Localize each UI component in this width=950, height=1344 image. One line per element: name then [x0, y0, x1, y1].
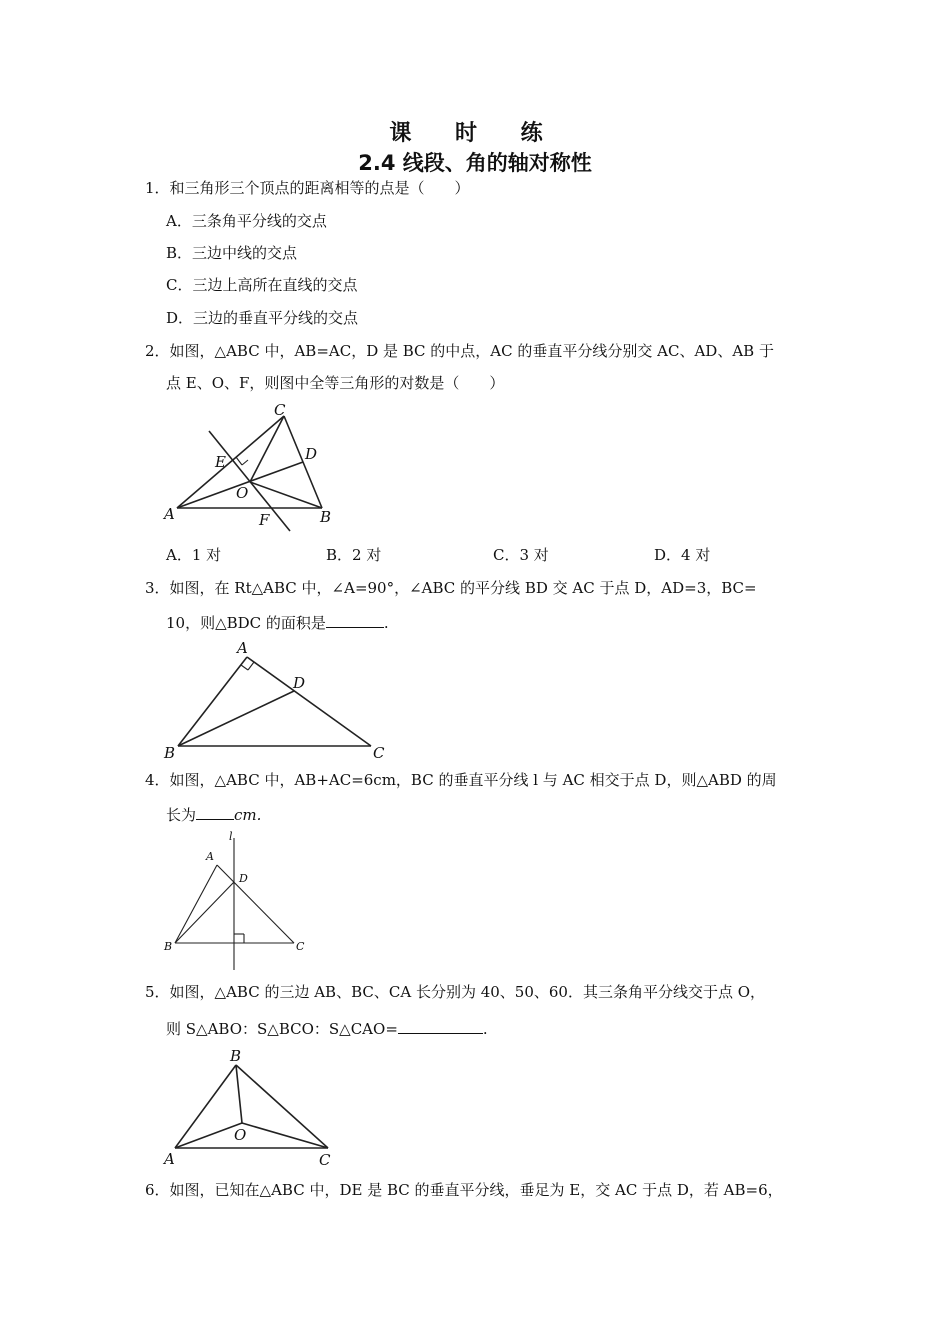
q5-segment-bo	[236, 1065, 242, 1123]
q2-figure	[160, 400, 350, 535]
q2-option-a: A．1 对	[166, 546, 222, 564]
q6-stem-line1: 6．如图，已知在△ABC 中，DE 是 BC 的垂直平分线，垂足为 E，交 AC 于点 D，若 AB=6，	[145, 1181, 783, 1199]
q3-label-a: A	[237, 639, 248, 657]
q5-segment-bc	[236, 1065, 328, 1148]
q4-stem-text: 长为	[166, 806, 197, 824]
q2-option-d: D．4 对	[654, 546, 711, 564]
q1-option-b: B．三边中线的交点	[166, 244, 298, 262]
q1-option-c: C．三边上高所在直线的交点	[166, 276, 358, 294]
q3-bisector-bd	[178, 691, 294, 746]
q5-stem-line1: 5．如图，△ABC 的三边 AB、BC、CA 长分别为 40、50、60．其三条角平分线交于点 O，	[145, 983, 766, 1001]
q4-segment-ac	[217, 865, 294, 943]
q2-right-angle-mark-1	[236, 457, 242, 465]
lesson-subtitle: 2.4 线段、角的轴对称性	[358, 151, 592, 175]
q4-figure	[160, 830, 320, 975]
q4-stem-unit: cm.	[234, 806, 262, 824]
q2-option-b: B．2 对	[326, 546, 382, 564]
q2-label-e: E	[215, 453, 226, 471]
q4-stem-line2	[166, 803, 261, 825]
q3-stem-end: .	[383, 614, 389, 632]
q2-segment-ac	[177, 416, 284, 508]
q3-stem-text: 10，则△BDC 的面积是	[166, 614, 326, 632]
q3-segment-ba	[178, 657, 247, 746]
q3-figure	[160, 636, 400, 761]
q2-right-angle-mark-2	[242, 460, 248, 465]
q2-label-o: O	[236, 484, 249, 502]
q4-label-b: B	[164, 940, 173, 953]
q2-label-a: A	[164, 505, 175, 523]
q4-label-c: C	[296, 940, 305, 953]
q2-stem-line1: 2．如图，△ABC 中，AB=AC，D 是 BC 的中点，AC 的垂直平分线分别交 AC、AD、AB 于	[145, 342, 774, 360]
q3-right-angle-mark-1	[241, 665, 248, 670]
q5-label-c: C	[319, 1151, 331, 1169]
q3-label-c: C	[373, 744, 385, 762]
q3-label-d: D	[293, 674, 306, 692]
q3-label-b: B	[164, 744, 176, 762]
q5-answer-blank[interactable]	[398, 1017, 483, 1034]
q5-figure	[160, 1044, 350, 1172]
q2-segment-co	[250, 416, 284, 482]
q5-label-b: B	[230, 1047, 242, 1065]
q5-segment-ab	[175, 1065, 236, 1148]
q5-stem-line2	[166, 1017, 488, 1039]
worksheet-title: 课 时 练	[389, 121, 561, 146]
q4-segment-ba	[175, 865, 217, 943]
q3-stem-line1: 3．如图，在 Rt△ABC 中，∠A=90°，∠ABC 的平分线 BD 交 AC 于点 D，AD=3，BC=	[145, 579, 757, 597]
q2-label-b: B	[320, 508, 332, 526]
q1-stem: 1．和三角形三个顶点的距离相等的点是（ ）	[145, 179, 470, 197]
q3-answer-blank[interactable]	[326, 611, 384, 628]
q2-option-c: C．3 对	[493, 546, 549, 564]
q4-label-a: A	[206, 850, 214, 863]
q3-segment-ac	[247, 657, 371, 746]
q4-label-d: D	[239, 872, 248, 885]
q3-right-angle-mark-2	[248, 662, 254, 670]
q4-label-l: l	[229, 830, 233, 843]
q5-label-a: A	[164, 1150, 175, 1168]
q1-option-a: A．三条角平分线的交点	[166, 212, 327, 230]
q1-option-d: D．三边的垂直平分线的交点	[166, 309, 359, 327]
q5-stem-text: 则 S△ABO：S△BCO：S△CAO=	[166, 1020, 398, 1038]
q4-stem-line1: 4．如图，△ABC 中，AB+AC=6cm，BC 的垂直平分线 l 与 AC 相交于点 D，则△ABD 的周	[145, 771, 777, 789]
q5-label-o: O	[234, 1126, 247, 1144]
q4-segment-bd	[175, 882, 234, 943]
q2-stem-line2: 点 E、O、F，则图中全等三角形的对数是（ ）	[166, 374, 505, 392]
q3-stem-line2	[166, 611, 389, 633]
q2-label-c: C	[274, 401, 286, 419]
q4-answer-blank[interactable]	[196, 803, 234, 820]
q5-stem-end: .	[482, 1020, 488, 1038]
q2-label-d: D	[305, 445, 318, 463]
q2-label-f: F	[259, 511, 270, 529]
